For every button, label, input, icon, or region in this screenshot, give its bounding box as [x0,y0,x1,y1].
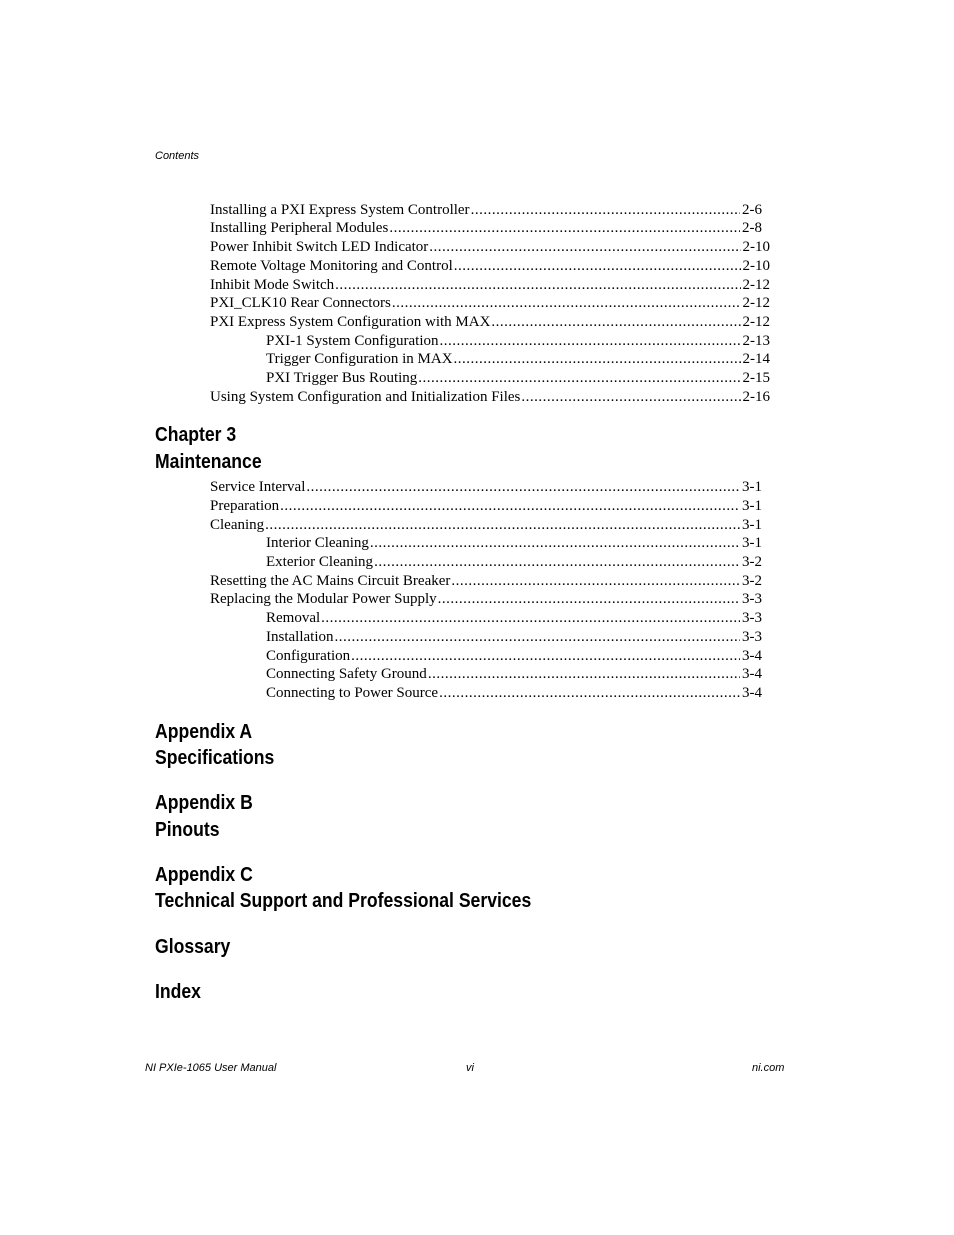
toc-entry[interactable] [210,294,770,312]
toc-entry-title: Installing Peripheral Modules [210,220,389,236]
toc-entry-title: Installation [266,629,334,645]
toc-entry-title: Inhibit Mode Switch [210,277,335,293]
footer-manual-title: NI PXIe-1065 User Manual [145,1062,277,1074]
dot-leader [265,516,740,534]
dot-leader [439,684,740,702]
dot-leader [335,276,740,294]
toc-entry-page: 2-10 [742,258,770,274]
toc-entry[interactable] [210,497,762,515]
toc-entry-page: 3-3 [742,629,762,645]
dot-leader [392,294,741,312]
footer-page-number: vi [466,1062,474,1074]
toc-entry-page: 2-14 [742,351,770,367]
dot-leader [280,497,740,515]
toc-entry-title: Replacing the Modular Power Supply [210,591,437,607]
toc-subentry[interactable] [266,350,770,368]
glossary-heading[interactable]: Glossary [155,936,231,958]
toc-entry[interactable] [210,219,762,237]
toc-entry-page: 2-12 [742,295,770,311]
toc-entry-title: Interior Cleaning [266,535,369,551]
toc-entry[interactable] [210,257,770,275]
toc-entry-title: Power Inhibit Switch LED Indicator [210,239,429,255]
toc-entry-title: PXI Express System Configuration with MAX [210,314,491,330]
dot-leader [521,388,740,406]
dot-leader [429,238,740,256]
dot-leader [389,219,740,237]
toc-entry-title: Connecting to Power Source [266,685,439,701]
dot-leader [374,553,740,571]
toc-entry[interactable] [210,313,770,331]
toc-entry-title: PXI_CLK10 Rear Connectors [210,295,391,311]
toc-entry-page: 3-1 [742,498,762,514]
toc-entry[interactable] [210,478,762,496]
toc-subentry[interactable] [266,684,762,702]
dot-leader [454,350,741,368]
dot-leader [491,313,740,331]
toc-entry[interactable] [210,516,762,534]
appendix-b-label[interactable]: Appendix B [155,792,253,814]
appendix-a-title[interactable]: Specifications [155,747,275,769]
index-heading[interactable]: Index [155,981,201,1003]
chapter-title[interactable]: Maintenance [155,451,262,473]
toc-entry[interactable] [210,238,770,256]
toc-entry-title: Cleaning [210,517,265,533]
toc-subentry[interactable] [266,534,762,552]
dot-leader [351,647,740,665]
dot-leader [471,201,740,219]
toc-subentry[interactable] [266,665,762,683]
toc-entry-page: 3-4 [742,648,762,664]
running-header: Contents [155,150,200,162]
dot-leader [321,609,740,627]
toc-entry-page: 2-16 [742,389,770,405]
toc-entry-page: 2-6 [742,202,762,218]
toc-entry[interactable] [210,201,762,219]
toc-entry[interactable] [210,572,762,590]
toc-entry-page: 3-3 [742,610,762,626]
dot-leader [454,257,741,275]
toc-entry-title: Preparation [210,498,280,514]
appendix-a-label[interactable]: Appendix A [155,721,253,743]
footer-site: ni.com [752,1062,785,1074]
toc-entry-title: Connecting Safety Ground [266,666,427,682]
dot-leader [335,628,741,646]
toc-entry-page: 3-4 [742,685,762,701]
toc-subentry[interactable] [266,609,762,627]
toc-entry-page: 2-15 [742,370,770,386]
toc-entry-page: 3-2 [742,554,762,570]
toc-entry-page: 3-2 [742,573,762,589]
toc-entry-page: 2-12 [742,314,770,330]
toc-entry[interactable] [210,590,762,608]
toc-entry-title: Configuration [266,648,351,664]
chapter-label[interactable]: Chapter 3 [155,424,237,446]
toc-subentry[interactable] [266,332,770,350]
toc-subentry[interactable] [266,369,770,387]
appendix-c-label[interactable]: Appendix C [155,864,253,886]
appendix-c-title[interactable]: Technical Support and Professional Services [155,890,532,912]
toc-entry-title: Installing a PXI Express System Controller [210,202,470,218]
toc-entry-page: 3-4 [742,666,762,682]
toc-subentry[interactable] [266,553,762,571]
dot-leader [438,590,740,608]
dot-leader [428,665,740,683]
toc-entry-page: 3-1 [742,535,762,551]
toc-entry-page: 3-1 [742,517,762,533]
toc-entry[interactable] [210,276,770,294]
toc-entry-title: Exterior Cleaning [266,554,374,570]
toc-subentry[interactable] [266,628,762,646]
toc-entry-title: Using System Configuration and Initialization Files [210,389,521,405]
dot-leader [370,534,740,552]
appendix-b-title[interactable]: Pinouts [155,819,220,841]
toc-subentry[interactable] [266,647,762,665]
dot-leader [418,369,740,387]
dot-leader [306,478,740,496]
toc-entry-title: PXI Trigger Bus Routing [266,370,418,386]
toc-entry-page: 3-1 [742,479,762,495]
dot-leader [451,572,740,590]
toc-entry-title: Service Interval [210,479,306,495]
toc-entry-page: 2-10 [742,239,770,255]
toc-entry-title: Resetting the AC Mains Circuit Breaker [210,573,451,589]
toc-entry-page: 2-13 [742,333,770,349]
toc-entry-page: 3-3 [742,591,762,607]
toc-entry[interactable] [210,388,770,406]
toc-entry-page: 2-8 [742,220,762,236]
toc-entry-title: PXI-1 System Configuration [266,333,439,349]
toc-entry-page: 2-12 [742,277,770,293]
toc-entry-title: Remote Voltage Monitoring and Control [210,258,453,274]
toc-entry-title: Trigger Configuration in MAX [266,351,453,367]
dot-leader [440,332,741,350]
toc-entry-title: Removal [266,610,321,626]
